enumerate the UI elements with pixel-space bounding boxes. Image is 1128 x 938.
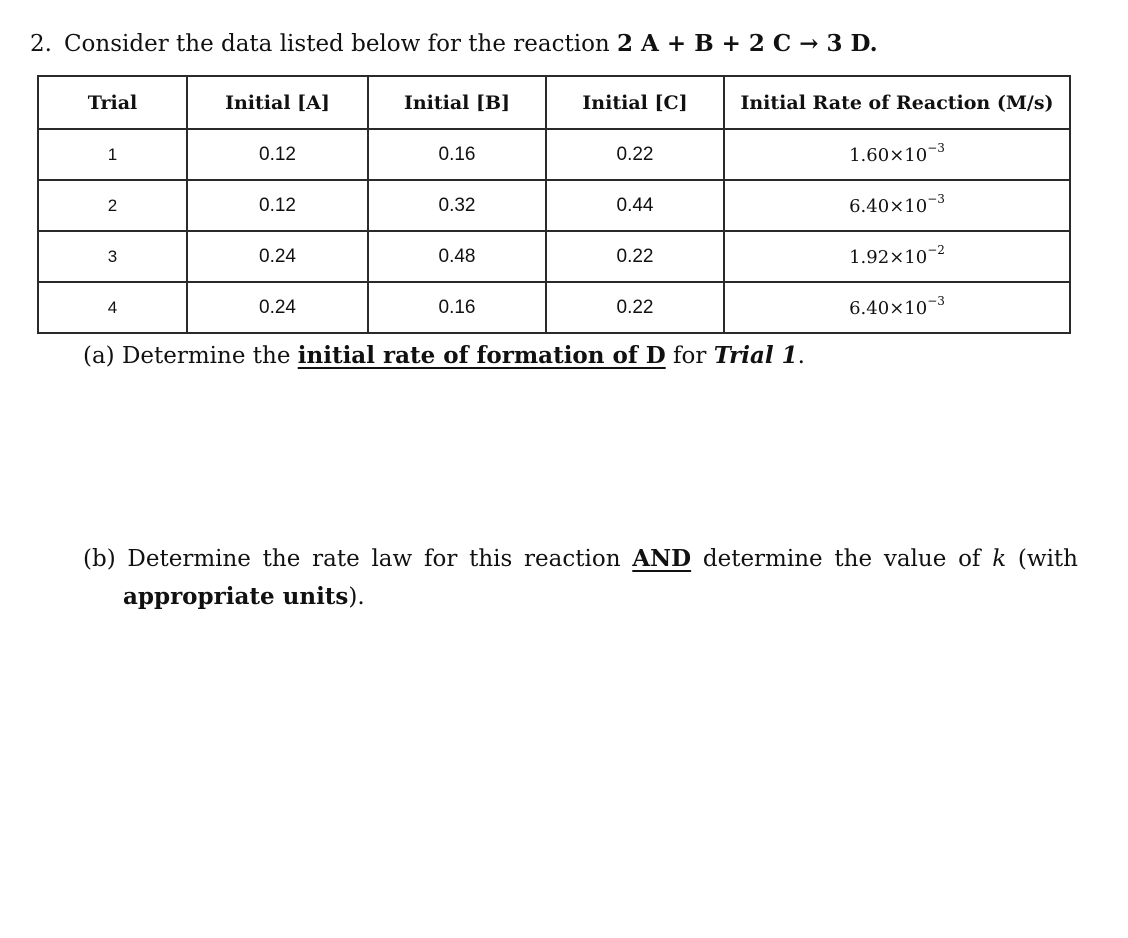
cell-initial-rate xyxy=(724,180,1070,231)
part-a-prefix: (a) Determine the xyxy=(83,343,298,369)
cell-initial-b: 0.16 xyxy=(368,282,546,333)
part-b-units-text: appropriate units xyxy=(123,583,349,610)
part-b-prompt xyxy=(83,540,1078,616)
rate-constant-symbol: k xyxy=(992,546,1007,572)
table-row xyxy=(38,129,1070,180)
part-b-middle: determine the value of xyxy=(691,546,993,572)
cell-initial-c: 0.22 xyxy=(546,282,724,333)
rate-exponent: −3 xyxy=(927,192,945,206)
cell-trial: 1 xyxy=(38,129,187,180)
part-b-line1 xyxy=(83,540,1078,578)
part-a-suffix: . xyxy=(797,343,805,369)
part-a-trial-ref: Trial 1 xyxy=(713,342,798,369)
cell-trial: 4 xyxy=(38,282,187,333)
part-b-underlined: AND xyxy=(632,545,692,572)
rate-base: 1.60×10 xyxy=(849,145,928,166)
cell-initial-a: 0.12 xyxy=(187,129,368,180)
part-b-line2 xyxy=(83,578,1078,616)
question-intro: Consider the data listed below for the reaction xyxy=(63,31,618,57)
cell-initial-b: 0.48 xyxy=(368,231,546,282)
part-b-line2-suffix: ). xyxy=(348,584,365,610)
cell-trial: 3 xyxy=(38,231,187,282)
part-a-middle: for xyxy=(665,343,714,369)
cell-initial-c: 0.22 xyxy=(546,129,724,180)
cell-initial-b: 0.32 xyxy=(368,180,546,231)
cell-initial-c: 0.44 xyxy=(546,180,724,231)
reaction-equation: 2 A + B + 2 C → 3 D. xyxy=(617,30,878,57)
header-initial-b: Initial [B] xyxy=(368,76,546,129)
part-a-underlined: initial rate of formation of D xyxy=(297,342,666,369)
question-heading xyxy=(30,30,878,57)
cell-trial: 2 xyxy=(38,180,187,231)
kinetics-data-table xyxy=(37,75,1071,334)
part-b-paren-open: (with xyxy=(1006,546,1078,572)
table-row xyxy=(38,231,1070,282)
header-initial-rate: Initial Rate of Reaction (M/s) xyxy=(724,76,1070,129)
cell-initial-rate xyxy=(724,231,1070,282)
header-initial-a: Initial [A] xyxy=(187,76,368,129)
cell-initial-a: 0.12 xyxy=(187,180,368,231)
table-row xyxy=(38,282,1070,333)
cell-initial-c: 0.22 xyxy=(546,231,724,282)
rate-base: 6.40×10 xyxy=(849,196,928,217)
question-number: 2. xyxy=(30,31,52,57)
cell-initial-a: 0.24 xyxy=(187,231,368,282)
cell-initial-rate xyxy=(724,282,1070,333)
table-row xyxy=(38,180,1070,231)
part-a-prompt xyxy=(83,342,805,369)
rate-exponent: −2 xyxy=(927,243,945,257)
rate-exponent: −3 xyxy=(927,294,945,308)
part-b-prefix: (b) Determine the rate law for this reaction xyxy=(83,546,633,572)
rate-exponent: −3 xyxy=(927,141,945,155)
header-initial-c: Initial [C] xyxy=(546,76,724,129)
cell-initial-a: 0.24 xyxy=(187,282,368,333)
cell-initial-b: 0.16 xyxy=(368,129,546,180)
table-header-row xyxy=(38,76,1070,129)
rate-base: 6.40×10 xyxy=(849,298,928,319)
rate-base: 1.92×10 xyxy=(849,247,928,268)
header-trial: Trial xyxy=(38,76,187,129)
cell-initial-rate xyxy=(724,129,1070,180)
